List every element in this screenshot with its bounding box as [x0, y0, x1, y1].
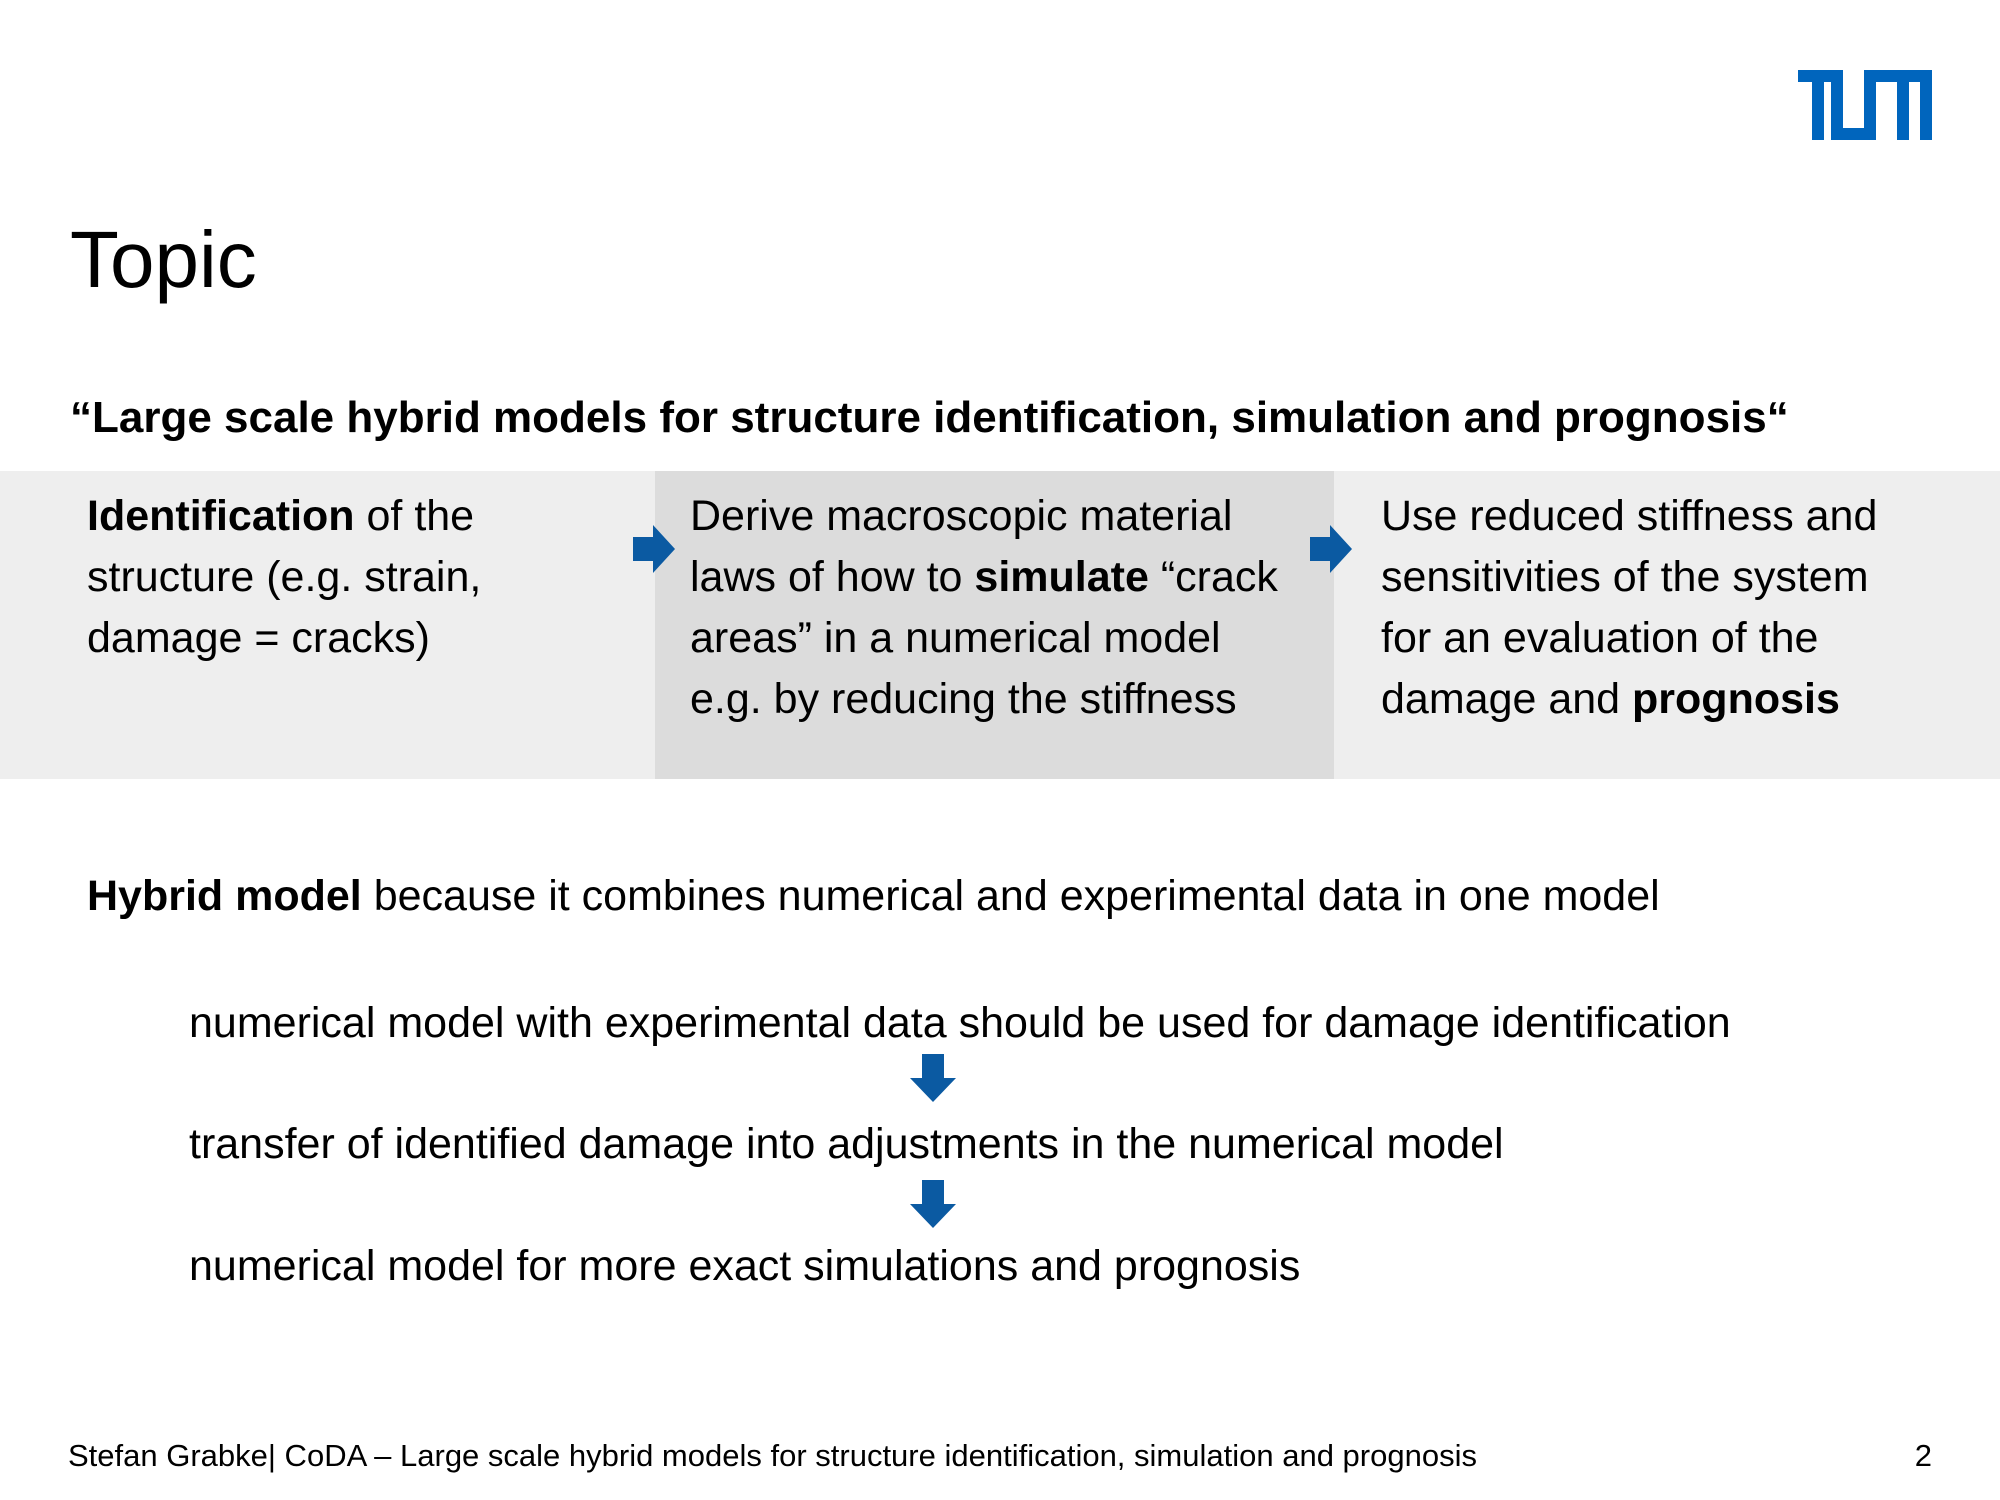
hybrid-model-text: because it combines numerical and experimental data in one model: [361, 872, 1660, 920]
flow-step-1-line3: damage = cracks): [87, 614, 430, 662]
tum-logo: [1798, 70, 1932, 140]
flow-step-3-bold: prognosis: [1632, 675, 1840, 723]
slide-title: Topic: [70, 215, 257, 304]
flow-step-2-line3: areas” in a numerical model: [690, 614, 1221, 662]
hybrid-model-statement: [87, 868, 1660, 924]
flow-step-3-line1: Use reduced stiffness and: [1381, 492, 1878, 540]
footer-text: Stefan Grabke| CoDA – Large scale hybrid models for structure identification, simulation and prognosis: [68, 1438, 1477, 1473]
flow-step-3-line3: for an evaluation of the: [1381, 614, 1819, 662]
flow-step-2-line2-pre: laws of how to: [690, 553, 975, 601]
flow-step-2-line4: e.g. by reducing the stiffness: [690, 675, 1237, 723]
page-number: 2: [1914, 1438, 1932, 1473]
right-arrow-icon: [1310, 525, 1352, 573]
down-arrow-icon: [910, 1180, 956, 1228]
hybrid-step-1: numerical model with experimental data should be used for damage identification: [189, 999, 1731, 1047]
hybrid-model-bold: Hybrid model: [87, 872, 362, 920]
hybrid-step-2: transfer of identified damage into adjustments in the numerical model: [189, 1120, 1504, 1168]
flow-step-2-line1: Derive macroscopic material: [690, 492, 1233, 540]
flow-step-2-bold: simulate: [974, 553, 1149, 601]
flow-step-2-line2-post: “crack: [1148, 553, 1278, 601]
hybrid-step-3: numerical model for more exact simulations and prognosis: [189, 1242, 1301, 1290]
flow-step-identification: [87, 486, 481, 669]
right-arrow-icon: [633, 525, 675, 573]
flow-step-prognosis: [1381, 486, 1877, 730]
flow-step-1-text: of the: [354, 492, 475, 540]
down-arrow-icon: [910, 1054, 956, 1102]
flow-step-simulation: [690, 486, 1278, 730]
flow-step-3-line4-pre: damage and: [1381, 675, 1633, 723]
flow-step-3-line2: sensitivities of the system: [1381, 553, 1869, 601]
slide-subtitle: “Large scale hybrid models for structure identification, simulation and prognosis“: [70, 393, 1789, 442]
flow-step-1-bold: Identification: [87, 492, 355, 540]
flow-step-1-line2: structure (e.g. strain,: [87, 553, 482, 601]
